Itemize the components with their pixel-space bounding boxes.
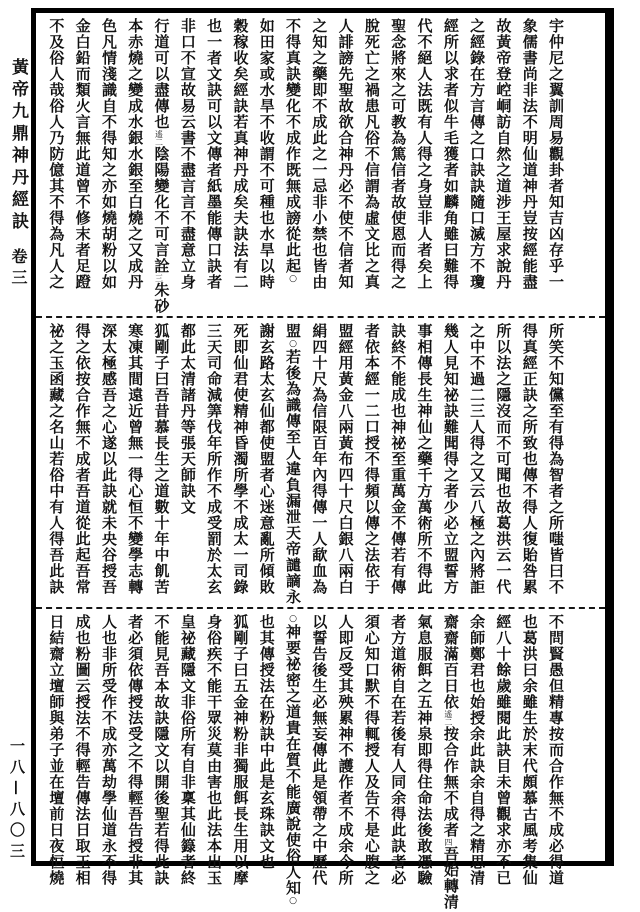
text-column: 以誓告後生必無妄傳此是領帶之中歷代: [310, 614, 329, 886]
text-column: 者依本經一二口授不得頻以傳之法依于: [362, 323, 381, 595]
text-column: 脫死亡之禍患凡俗不信謂為虛文比之真: [362, 18, 381, 290]
text-column: 氣息服餌之五神泉即得住命法後敢憑驗: [415, 614, 434, 886]
text-column: 狐剛子曰吾昔慕長生之道數十年中飢苦: [152, 323, 171, 595]
text-column: 三天司命減筭伐年所作不成受罰於太玄: [205, 323, 224, 595]
text-column: 聖念將來之可教為篤信者故使恩而得之: [389, 18, 408, 290]
volume-label: 卷三: [9, 248, 28, 290]
text-column: 事相傳長生神仙之藥千方萬術所不得此: [415, 323, 434, 595]
text-column: 日結齋立壇師與弟子並在壇前日夜恒燒: [47, 614, 66, 886]
text-column: 故黃帝登崆峒訪自然之道涉王屋求說丹: [494, 18, 513, 290]
text-column: 盟經用黃金八兩黃布四十尺白銀八兩白: [336, 323, 355, 595]
circle-separator: ○: [288, 896, 299, 906]
text-column: 金白鉛而類火言無此道曾不修末者足蹬: [73, 18, 92, 290]
text-column: 也葛洪曰余雖生於末代頗慕古風考集仙: [520, 614, 539, 886]
text-column: 代不絕人法既有人得之身豈非人者矣上: [415, 18, 434, 290]
text-column: 不及俗人哉俗人乃防億其不得為凡人之: [47, 18, 66, 290]
text-column: 寒凍其間遠近曾無一得心恒不變學志轉: [126, 323, 145, 595]
book-title-text: 黃帝九鼎神丹經訣: [8, 58, 28, 234]
text-column: 得真經正訣之所致也傳不得人復貽咎累: [520, 323, 539, 595]
text-column: 人誹謗先聖故欲合神丹必不使不信者知: [336, 18, 355, 290]
text-block-top: [36, 13, 605, 316]
text-column: 得之依按合作無不成者吾道從此起吾常: [73, 323, 92, 595]
text-column: 成也粉圖云授法不得輕告傳法日取王相: [73, 614, 92, 886]
text-column: 須心知口默不得輒授人及告不是心腹之: [362, 614, 381, 886]
text-column: 不能見吾本故訣隱文以開後聖若得此訣: [152, 614, 171, 886]
text-column: 也一者文訣可以文傳者紙墨能傳口訣者: [205, 18, 224, 290]
text-column: 不得真訣變化不成作既無成謗從此起○: [284, 18, 303, 284]
text-column: ○神要祕密之道貴在質不能廣說使俗人知○: [284, 614, 303, 906]
text-column: 祕之玉函藏之名山若俗中有人得吾此訣: [47, 323, 66, 595]
text-block-middle: [36, 316, 605, 607]
circle-separator: ○: [288, 274, 299, 284]
text-column: 狐剛子曰五金神粉非獨服餌長生用以摩: [231, 614, 250, 886]
text-column: 人即反受其殃累神不護作者不成余今所: [336, 614, 355, 886]
text-column: 所笑不知儻至有得為智者之所嗤皆曰不: [547, 323, 565, 595]
text-column: 之中不過二三人得之又云八極之內將詎: [468, 323, 487, 595]
collation-note: 三: [154, 274, 164, 282]
text-column: 幾人見知祕訣難聞得之者少必立盟誓方: [441, 323, 460, 595]
book-title: [6, 58, 31, 290]
text-column: 皇祕藏隱文非俗所有自非稟其仙籙者終: [178, 614, 197, 886]
text-column: 象儒書尚非法不明仙道神丹豈按經能盡: [520, 18, 539, 290]
text-column: 行道可以盡傳也遙二陰陽變化不可言詮三朱砂: [148, 18, 174, 314]
text-block-bottom: [36, 607, 605, 912]
text-column: 者方道術自在若後有人同余得此訣者必: [389, 614, 408, 886]
text-column: 齋齋滿百日依遙二按合作無不成者四吾始轉清: [438, 614, 464, 910]
text-column: 非口不宣故易云書不盡言言不盡意立身: [178, 18, 197, 290]
collation-note: 四: [443, 838, 453, 846]
text-column: 也其傳授法在粉訣中此是玄珠訣文也: [257, 614, 276, 870]
text-column: 所以法之隱沒而不可聞也故葛洪云一代: [494, 323, 513, 595]
text-column: 深太極感吾之心遂以此訣就未央谷授吾: [99, 323, 118, 595]
text-column: 訣終不能成也神祕至重萬金不傳若有傳: [389, 323, 408, 595]
text-column: 如田家或水旱不收謂不可種也水旱以時: [257, 18, 276, 290]
text-column: 經八十餘歲雖閱此訣目未曾觀求亦不已: [494, 614, 513, 886]
text-column: 宇仲尼之翼訓周易觀卦者知吉凶存乎一: [547, 18, 565, 290]
text-column: 之經錄在方言傳之口訣訣隨口滅方不瓊: [468, 18, 487, 290]
text-column: 盟○若後為識傳至人違負漏泄天帝譴謫永: [284, 323, 303, 605]
text-column: 死即仙君使精神昏濁所學不成太一司錄: [231, 323, 250, 595]
text-column: 穀稼收矣經訣若真神丹成矣夫訣法有二: [231, 18, 250, 290]
text-frame: [31, 8, 614, 910]
text-column: 者必須依傳授法受之不得輕吾告授非其: [126, 614, 145, 886]
text-column: 經所以求者似牛毛獲者如麟角雖曰難得: [441, 18, 460, 290]
collation-note: 遙二: [154, 130, 164, 146]
text-column: 都此太清諸丹等張天師訣文: [178, 323, 197, 515]
text-column: 身俗疾不能干眾災莫由害也此法本出玉: [205, 614, 224, 886]
text-column: 不問賢愚但精專按而合作無不成必得道: [547, 614, 565, 886]
circle-separator: ○: [288, 614, 299, 624]
text-column: 本赤燒之變成水銀水銀至白燒之又成丹: [126, 18, 145, 290]
text-column: 色凡情淺識自不得知之亦如燒胡粉以如: [99, 18, 118, 290]
text-column: 謝玄路太玄仙都使盟者心迷意亂所傾敗: [257, 323, 276, 595]
text-column: 人也非所受作不成亦萬劫學仙道永不得: [99, 614, 118, 886]
text-column: 之知之藥即不成此之一忌非小禁也皆由: [310, 18, 329, 290]
page-number: 一八—八〇三: [8, 738, 26, 864]
text-column: 余師鄭君也始授余此訣余自得之精思清: [468, 614, 487, 886]
circle-separator: ○: [288, 339, 299, 349]
text-column: 絹四十尺為信限百年內得傳一人歃血為: [310, 323, 329, 595]
collation-note: 遙二: [443, 710, 453, 726]
